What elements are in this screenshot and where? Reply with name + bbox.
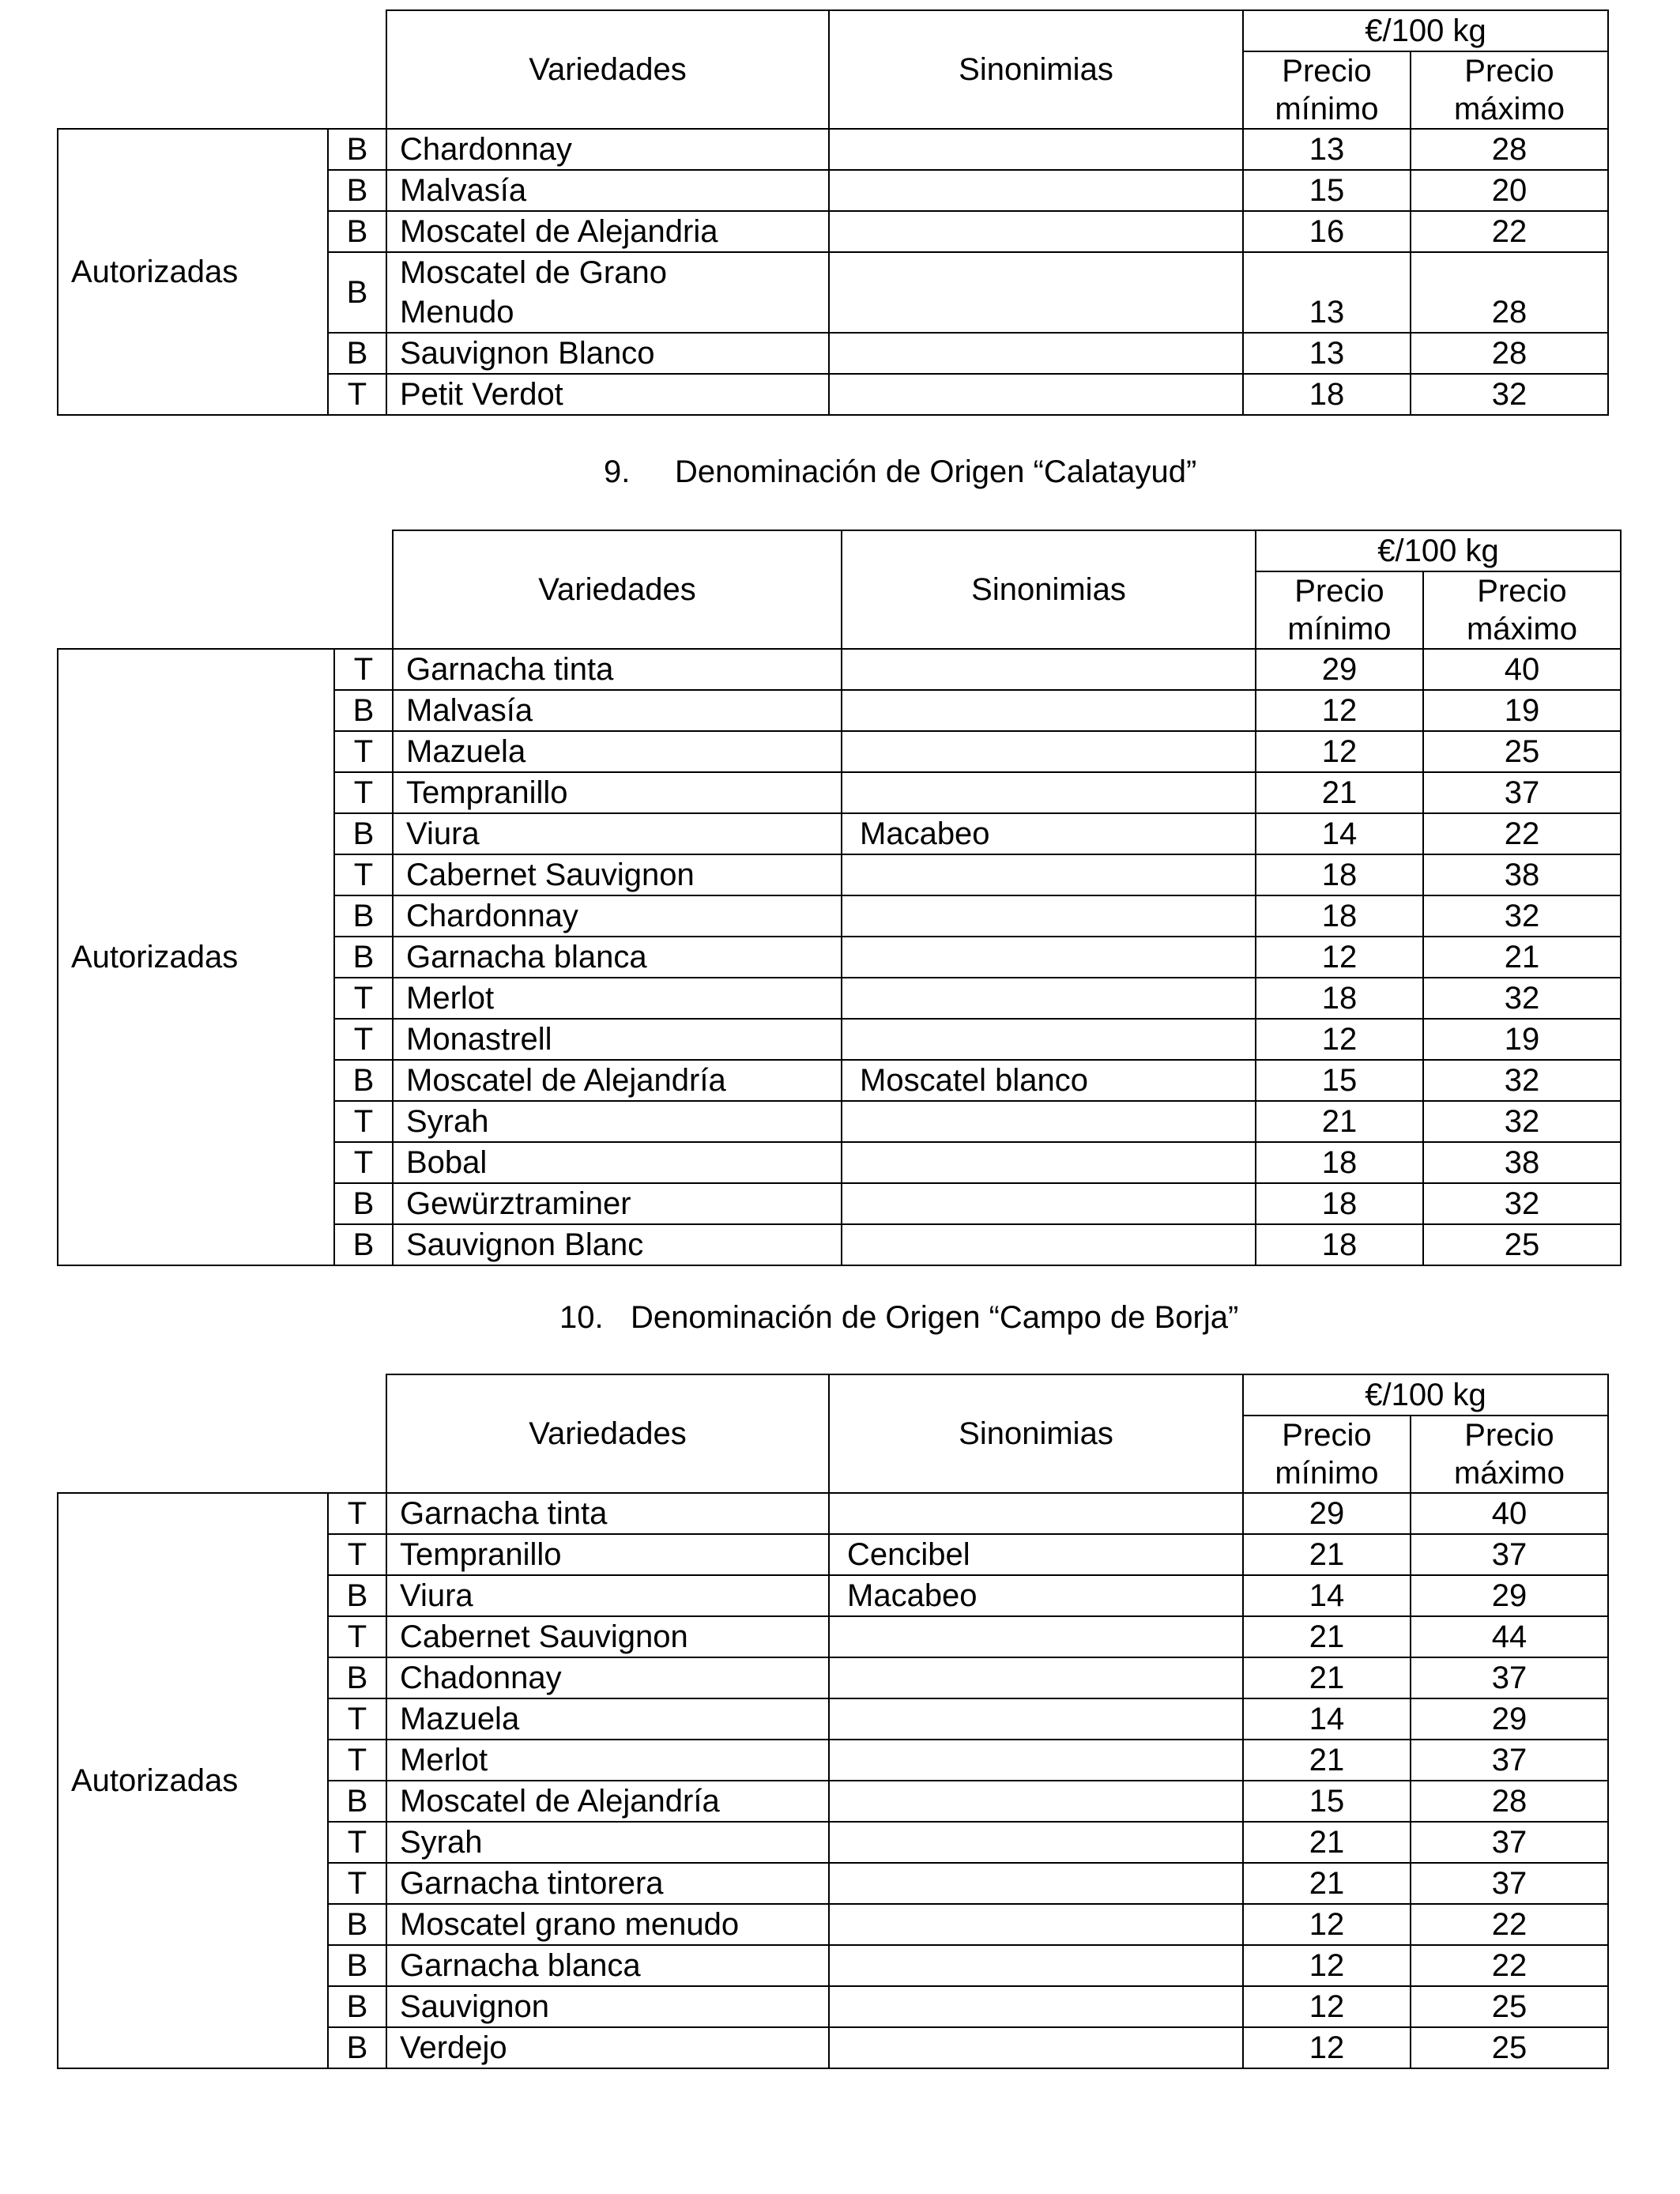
synonym-cell (842, 937, 1256, 978)
price-min-cell: 29 (1256, 649, 1423, 690)
synonym-cell: Macabeo (842, 813, 1256, 854)
grape-color-cell: B (334, 937, 393, 978)
variety-cell: Malvasía (386, 170, 829, 211)
grape-color-cell: B (328, 1986, 386, 2027)
price-table (57, 1374, 1609, 2069)
grape-color-cell: T (334, 1019, 393, 1060)
header-line: Precio (1464, 1418, 1554, 1453)
price-min-cell: 21 (1243, 1863, 1411, 1904)
category-cell: Autorizadas (58, 129, 328, 415)
price-min-cell: 14 (1256, 813, 1423, 854)
price-min-cell: 18 (1243, 374, 1411, 415)
grape-color-cell: B (334, 895, 393, 937)
price-max-cell: 37 (1423, 772, 1621, 813)
price-min-cell: 18 (1256, 895, 1423, 937)
price-max-cell: 38 (1423, 854, 1621, 895)
price-max-cell: 32 (1423, 1101, 1621, 1142)
variety-cell: Chardonnay (386, 129, 829, 170)
price-min-cell: 21 (1243, 1740, 1411, 1781)
price-min-cell: 12 (1256, 731, 1423, 772)
variety-cell: Merlot (393, 978, 842, 1019)
table-row (58, 649, 1621, 690)
synonym-cell (829, 170, 1243, 211)
synonym-cell (829, 374, 1243, 415)
header-line: mínimo (1275, 92, 1379, 126)
synonym-cell (842, 1142, 1256, 1183)
header-row (58, 1374, 1608, 1416)
grape-color-cell: T (328, 1740, 386, 1781)
price-min-cell: 21 (1243, 1657, 1411, 1698)
variety-cell: Garnacha tintorera (386, 1863, 829, 1904)
price-max-cell: 40 (1423, 649, 1621, 690)
variety-cell: Viura (386, 1575, 829, 1616)
grape-color-cell: B (328, 170, 386, 211)
grape-color-cell: T (328, 1534, 386, 1575)
price-max-cell: 37 (1411, 1534, 1608, 1575)
grape-color-cell: T (334, 854, 393, 895)
price-min-cell: 21 (1243, 1822, 1411, 1863)
variety-cell: Moscatel de Alejandría (386, 1781, 829, 1822)
price-min-cell: 15 (1243, 170, 1411, 211)
header-line: Precio (1282, 1418, 1372, 1453)
grape-color-cell: T (334, 731, 393, 772)
synonym-cell: Macabeo (829, 1575, 1243, 1616)
grape-color-cell: B (328, 1781, 386, 1822)
grape-color-cell: B (328, 1945, 386, 1986)
price-max-cell: 32 (1411, 374, 1608, 415)
price-min-cell: 12 (1243, 1904, 1411, 1945)
section-title: Denominación de Origen “Calatayud” (675, 454, 1197, 489)
grape-color-cell: T (328, 1863, 386, 1904)
section-title: Denominación de Origen “Campo de Borja” (631, 1300, 1239, 1335)
grape-color-cell: B (334, 813, 393, 854)
grape-color-cell: B (328, 1657, 386, 1698)
grape-color-cell: T (328, 1616, 386, 1657)
synonym-cell (829, 1493, 1243, 1534)
synonym-cell (829, 211, 1243, 252)
price-table (57, 530, 1622, 1266)
grape-color-cell: B (328, 1904, 386, 1945)
variety-cell: Chardonnay (393, 895, 842, 937)
header-spacer (58, 530, 393, 649)
variety-cell: Mazuela (386, 1698, 829, 1740)
category-cell: Autorizadas (58, 1493, 328, 2068)
price-max-cell: 22 (1411, 1904, 1608, 1945)
price-max-cell: 25 (1411, 1986, 1608, 2027)
synonym-cell (829, 1986, 1243, 2027)
header-spacer (58, 1374, 386, 1493)
price-min-cell: 21 (1256, 1101, 1423, 1142)
header-line: mínimo (1275, 1456, 1379, 1491)
variety-cell: Bobal (393, 1142, 842, 1183)
price-min-cell: 21 (1243, 1534, 1411, 1575)
price-max-cell: 37 (1411, 1740, 1608, 1781)
grape-color-cell: T (334, 978, 393, 1019)
variety-cell: Sauvignon Blanco (386, 333, 829, 374)
price-max-cell: 20 (1411, 170, 1608, 211)
synonym-cell (829, 1904, 1243, 1945)
synonym-cell (829, 1863, 1243, 1904)
varieties-header: Variedades (393, 530, 842, 649)
price-min-cell: 15 (1243, 1781, 1411, 1822)
synonym-cell (842, 1224, 1256, 1265)
price-min-cell: 12 (1243, 2027, 1411, 2068)
price-max-cell: 32 (1423, 1183, 1621, 1224)
grape-color-cell: B (328, 2027, 386, 2068)
section-number: 9. (604, 454, 631, 489)
variety-cell: Moscatel de Alejandria (386, 211, 829, 252)
variety-cell: Viura (393, 813, 842, 854)
synonym-cell (842, 1183, 1256, 1224)
price-max-cell: 37 (1411, 1863, 1608, 1904)
table-row (58, 129, 1608, 170)
category-cell: Autorizadas (58, 649, 334, 1265)
price-max-cell: 28 (1411, 129, 1608, 170)
synonym-cell (829, 1945, 1243, 1986)
section-heading (559, 1299, 1238, 1336)
header-line: Precio (1477, 574, 1567, 609)
synonym-cell: Moscatel blanco (842, 1060, 1256, 1101)
header-line: máximo (1453, 92, 1565, 126)
grape-color-cell: B (334, 1224, 393, 1265)
grape-color-cell: B (328, 333, 386, 374)
variety-cell: Tempranillo (386, 1534, 829, 1575)
price-min-header (1243, 51, 1411, 129)
price-min-cell: 12 (1256, 690, 1423, 731)
unit-header: €/100 kg (1256, 530, 1621, 571)
price-min-cell: 13 (1243, 333, 1411, 374)
price-min-cell: 18 (1256, 854, 1423, 895)
price-min-header (1243, 1416, 1411, 1493)
section-heading (604, 453, 1196, 491)
price-max-cell: 40 (1411, 1493, 1608, 1534)
price-max-cell: 28 (1411, 1781, 1608, 1822)
price-min-cell: 12 (1256, 1019, 1423, 1060)
header-line: mínimo (1287, 612, 1392, 647)
synonym-cell (842, 978, 1256, 1019)
grape-color-cell: T (334, 772, 393, 813)
price-min-cell: 15 (1256, 1060, 1423, 1101)
price-min-cell: 29 (1243, 1493, 1411, 1534)
varieties-header: Variedades (386, 1374, 829, 1493)
grape-color-cell: T (328, 374, 386, 415)
grape-color-cell: B (334, 1183, 393, 1224)
variety-cell: Tempranillo (393, 772, 842, 813)
variety-cell: Syrah (393, 1101, 842, 1142)
grape-color-cell: T (334, 1101, 393, 1142)
grape-color-cell: T (328, 1493, 386, 1534)
variety-cell: Sauvignon (386, 1986, 829, 2027)
price-max-cell: 32 (1423, 978, 1621, 1019)
price-max-cell: 25 (1411, 2027, 1608, 2068)
synonym-cell (842, 649, 1256, 690)
price-max-cell: 44 (1411, 1616, 1608, 1657)
variety-cell: Verdejo (386, 2027, 829, 2068)
header-line: máximo (1466, 612, 1578, 647)
section-number: 10. (559, 1300, 604, 1335)
variety-cell: Garnacha blanca (393, 937, 842, 978)
header-line: Precio (1282, 54, 1372, 89)
price-min-cell: 18 (1256, 1224, 1423, 1265)
variety-cell: Gewürztraminer (393, 1183, 842, 1224)
synonym-cell (829, 1822, 1243, 1863)
synonym-cell (842, 895, 1256, 937)
grape-color-cell: T (334, 649, 393, 690)
synonym-cell (842, 854, 1256, 895)
synonym-cell (829, 1657, 1243, 1698)
price-max-cell: 32 (1423, 1060, 1621, 1101)
price-max-cell: 21 (1423, 937, 1621, 978)
variety-cell: Moscatel de Alejandría (393, 1060, 842, 1101)
synonym-cell (842, 772, 1256, 813)
variety-line: Menudo (400, 295, 514, 330)
variety-line: Moscatel de Grano (400, 255, 667, 290)
variety-cell: Cabernet Sauvignon (393, 854, 842, 895)
price-max-cell: 25 (1423, 1224, 1621, 1265)
price-max-cell: 22 (1411, 1945, 1608, 1986)
price-max-cell: 19 (1423, 690, 1621, 731)
price-min-cell: 12 (1243, 1986, 1411, 2027)
price-min-cell: 14 (1243, 1698, 1411, 1740)
synonym-cell: Cencibel (829, 1534, 1243, 1575)
price-max-cell: 37 (1411, 1657, 1608, 1698)
price-min-cell: 21 (1256, 772, 1423, 813)
variety-cell: Garnacha blanca (386, 1945, 829, 1986)
price-table (57, 9, 1609, 416)
variety-cell: Garnacha tinta (393, 649, 842, 690)
synonym-cell (829, 129, 1243, 170)
variety-cell: Merlot (386, 1740, 829, 1781)
variety-cell (386, 252, 829, 333)
price-max-cell: 37 (1411, 1822, 1608, 1863)
synonym-cell (829, 2027, 1243, 2068)
grape-color-cell: T (328, 1698, 386, 1740)
grape-color-cell: T (328, 1822, 386, 1863)
price-max-header (1411, 1416, 1608, 1493)
header-row (58, 10, 1608, 51)
price-max-cell: 22 (1411, 211, 1608, 252)
price-min-cell: 18 (1256, 1142, 1423, 1183)
price-min-cell: 13 (1243, 129, 1411, 170)
price-min-header (1256, 571, 1423, 649)
synonym-cell (829, 1616, 1243, 1657)
header-line: Precio (1294, 574, 1384, 609)
price-max-cell: 28 (1411, 333, 1608, 374)
grape-color-cell: B (328, 1575, 386, 1616)
variety-cell: Monastrell (393, 1019, 842, 1060)
synonym-cell (829, 1740, 1243, 1781)
synonym-cell (842, 1019, 1256, 1060)
price-max-cell: 25 (1423, 731, 1621, 772)
synonyms-header: Sinonimias (842, 530, 1256, 649)
variety-cell: Petit Verdot (386, 374, 829, 415)
table-row (58, 1493, 1608, 1534)
variety-cell: Mazuela (393, 731, 842, 772)
synonyms-header: Sinonimias (829, 1374, 1243, 1493)
synonym-cell (829, 333, 1243, 374)
varieties-header: Variedades (386, 10, 829, 129)
price-max-cell: 29 (1411, 1698, 1608, 1740)
header-row (58, 530, 1621, 571)
variety-cell: Chadonnay (386, 1657, 829, 1698)
price-max-cell: 29 (1411, 1575, 1608, 1616)
price-max-cell: 28 (1411, 252, 1608, 333)
grape-color-cell: B (328, 252, 386, 333)
price-min-cell: 21 (1243, 1616, 1411, 1657)
unit-header: €/100 kg (1243, 10, 1608, 51)
price-min-cell: 12 (1243, 1945, 1411, 1986)
unit-header: €/100 kg (1243, 1374, 1608, 1416)
header-line: Precio (1464, 54, 1554, 89)
variety-cell: Syrah (386, 1822, 829, 1863)
synonym-cell (842, 1101, 1256, 1142)
variety-cell: Cabernet Sauvignon (386, 1616, 829, 1657)
synonym-cell (829, 1698, 1243, 1740)
price-max-cell: 38 (1423, 1142, 1621, 1183)
synonyms-header: Sinonimias (829, 10, 1243, 129)
header-line: máximo (1453, 1456, 1565, 1491)
synonym-cell (842, 731, 1256, 772)
variety-cell: Garnacha tinta (386, 1493, 829, 1534)
header-spacer (58, 10, 386, 129)
price-min-cell: 18 (1256, 978, 1423, 1019)
synonym-cell (829, 1781, 1243, 1822)
price-min-cell: 18 (1256, 1183, 1423, 1224)
variety-cell: Moscatel grano menudo (386, 1904, 829, 1945)
price-max-cell: 19 (1423, 1019, 1621, 1060)
synonym-cell (829, 252, 1243, 333)
price-max-header (1411, 51, 1608, 129)
grape-color-cell: B (334, 1060, 393, 1101)
price-min-cell: 12 (1256, 937, 1423, 978)
price-max-header (1423, 571, 1621, 649)
grape-color-cell: B (334, 690, 393, 731)
synonym-cell (842, 690, 1256, 731)
price-min-cell: 14 (1243, 1575, 1411, 1616)
variety-cell: Sauvignon Blanc (393, 1224, 842, 1265)
grape-color-cell: B (328, 211, 386, 252)
price-min-cell: 13 (1243, 252, 1411, 333)
grape-color-cell: B (328, 129, 386, 170)
variety-cell: Malvasía (393, 690, 842, 731)
price-max-cell: 32 (1423, 895, 1621, 937)
price-max-cell: 22 (1423, 813, 1621, 854)
grape-color-cell: T (334, 1142, 393, 1183)
price-min-cell: 16 (1243, 211, 1411, 252)
